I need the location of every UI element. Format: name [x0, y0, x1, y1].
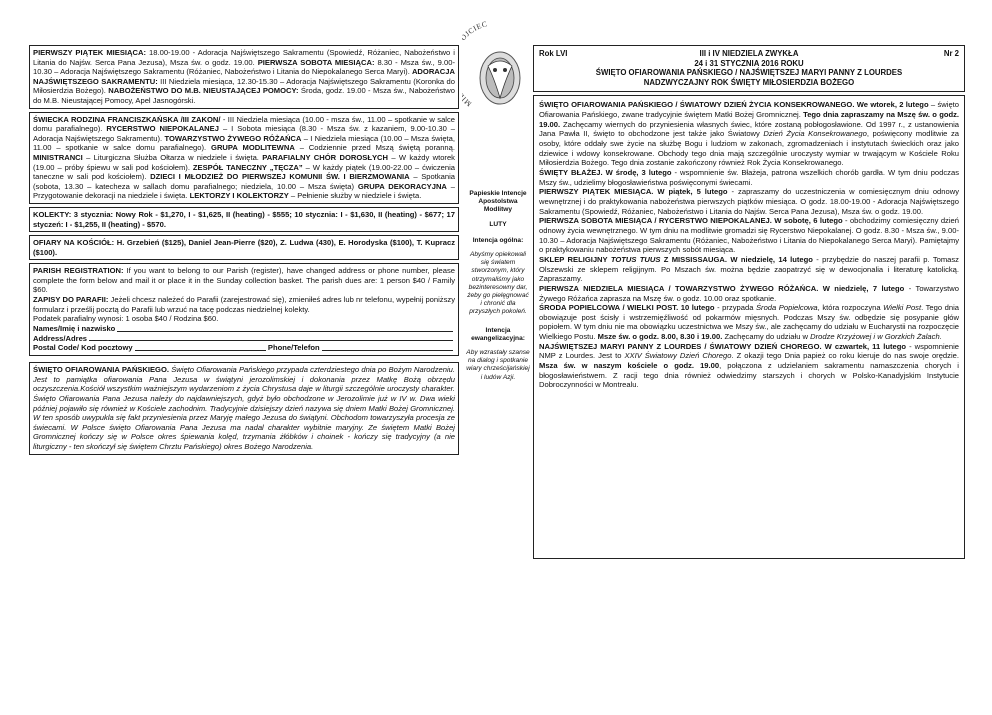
- donations-text: H. Grzebień ($125), Daniel Jean-Pierre ($20), Z. Ludwa (430), E. Horodyska ($100), T. Kupracz ($100).: [33, 238, 455, 257]
- announcement-text: Zachęcamy do udziału w: [722, 332, 811, 342]
- announcement-italic: Dzień Życia Konsekrowanego: [763, 129, 867, 139]
- announcement-lourdes: [539, 342, 959, 390]
- registration-heading: PARISH REGISTRATION:: [33, 266, 124, 276]
- group-text: – Liturgiczna Służba Ołtarza w niedziele i święta.: [82, 152, 263, 162]
- registration-pl-text: Jeżeli chcesz należeć do Parafii (zarejestrować się), zmieniłeś adres lub nr telefonu, wypełnij poniższy formularz i prześlij pocztą do Parafii lub wrzuć na tacę podczas niedzielnej kolekty.: [33, 295, 455, 314]
- postal-phone-field[interactable]: [33, 343, 455, 353]
- announcement-heading: PIERWSZY PIĄTEK MIESIĄCA. W piątek, 5 lutego: [539, 187, 728, 197]
- intentions-title: Papieskie Intencje Apostolstwa Modlitwy: [469, 190, 527, 214]
- announcement-ash-wednesday: [539, 303, 959, 342]
- announcement-text: - obchodzimy comiesięczny dzień odnowy życia wewnętrznego. W tym dniu na modlitwie gromadzi się Rycerstwo Niepokalanej. O godz. 8.30 - Msza św., 9.00-10.30 – Adoracja Najświętszego Sakramentu (Różaniec, Nabożeństwo i Litania do Niepokalanego Serca Maryi). Pamiętajmy o praktykowaniu nabożeństwa pierwszych sobót miesiąca.: [539, 216, 959, 255]
- announcement-bold: Msze św. o godz. 8.00, 8.30 i 19.00.: [597, 332, 723, 342]
- donations-box: [29, 235, 459, 260]
- announcement-text: , która rozpoczyna: [817, 303, 884, 313]
- group-heading: GRUPA MODLITEWNA: [211, 143, 295, 153]
- announcement-heading: PIERWSZA NIEDZIELA MIESIĄCA / TOWARZYSTWO ŻYWEGO RÓŻAŃCA. W niedzielę, 7 lutego: [539, 283, 905, 293]
- donations-heading: OFIARY NA KOŚCIÓŁ:: [33, 238, 115, 248]
- issue-number: Nr 2: [943, 49, 959, 58]
- group-heading: RYCERSTWO NIEPOKALANEJ: [106, 124, 219, 134]
- announcement-text: - Towarzystwo Żywego Różańca zaprasza na Mszę św. o godz. 10.00 oraz spotkanie.: [539, 283, 959, 303]
- collections-box: [29, 207, 459, 232]
- group-text: – Codziennie przed Mszą świętą poranną.: [294, 143, 455, 153]
- prayer-intentions-column: [466, 190, 530, 715]
- announcement-bold: Msza św. w naszym kościele o godz. 19.00: [539, 361, 720, 371]
- announcement-heading: SKLEP RELIGIJNY: [539, 254, 611, 264]
- announcements-box: [533, 95, 965, 559]
- adoration-text: III Niedziela miesiąca, 12.30-15.30 – Adoracja Najświętszego Sakramentu (Koronka do Miłosierdzia Bożego).: [33, 76, 455, 96]
- announcement-italic: Środa Popielcowa: [755, 303, 818, 313]
- monthly-services-box: [29, 45, 459, 109]
- announcement-heading: NAJŚWIĘTSZEJ MARYI PANNY Z LOURDES / ŚWIATOWY DZIEŃ CHOREGO. W czwartek, 11 lutego: [539, 341, 907, 351]
- presentation-text: Święto Ofiarowania Pańskiego przypada czterdziestego dnia po Bożym Narodzeniu. Jest to pamiątka ofiarowania Pana Jezusa w świątyni jerozolimskiej i dokonania przez Matkę Bożą obrzędu oczyszczenia.Kościół wszystkim ważniejszym wydarzeniom z życia Chrystusa daje w liturgii szczególnie uroczysty charakter. Święto Ofiarowania Pana Jezusa należy do najdawniejszych, gdyż było obchodzone w Jerozolimie już w IV w. Dwa wieki później pojawiło się również w Kościele zachodnim. Tradycyjnie dzisiejszy dzień nazywa się dniem Matki Bożej Gromnicznej. W ten sposób uwypukla się fakt przyniesienia przez Maryję małego Jezusa do świątyni. Obchodom towarzyszyła procesja ze świecami. W Polsce święto Ofiarowania Pana Jezusa ma nadal charakter wybitnie maryjny. Ze świętem Matki Bożej Gromnicznej kończy się w Polsce okres śpiewania kolęd, trzymania żłóbków i choinek - kończy się tradycyjny (a nie liturgiczny - ten skończył się świętem Chrztu Pańskiego) okres Bożego Narodzenia.: [33, 365, 456, 451]
- announcement-presentation: [539, 100, 959, 168]
- address-field-label: Address/Adres: [33, 333, 88, 343]
- announcement-heading: ŚRODA POPIELCOWA / WIELKI POST. 10 lutego: [539, 303, 715, 313]
- announcement-italic: XXIV Światowy Dzień Chorego: [624, 351, 732, 361]
- evangelization-text: Aby wzrastały szanse na dialog i spotkanie wiary chrześcijańskiej i ludów Azji.: [466, 349, 530, 381]
- phone-line[interactable]: [322, 343, 453, 351]
- header-line-2: 24 i 31 STYCZNIA 2016 ROKU: [694, 58, 804, 68]
- group-heading: MINISTRANCI: [33, 152, 83, 162]
- general-intention-heading: Intencja ogólna:: [472, 236, 524, 244]
- announcement-text: - zapraszamy do uczestniczenia w comiesięcznym dniu odnowy wewnętrznej i do praktykowania nabożeństwa pierwszych piątków miesiąca. O godz. 18.00-19.00 - Adoracja Najświętszego Sakramentu (Spowiedź, Różaniec, Nabożeństwo i Litania do Najśw. Serca Pana Jezusa), Msza św. o godz. 19.00.: [539, 187, 960, 216]
- announcement-heading: ŚWIĘTY BŁAŻEJ. W środę, 3 lutego: [539, 167, 672, 177]
- novena-text: Środa, godz. 19.00 - Msza św., Nabożeństwo do M.B. Nieustającej Pomocy, Apel Jasnogórski.: [33, 86, 455, 105]
- announcement-text: - wspomnienie NMP z Lourdes. Jest to: [539, 341, 959, 361]
- announcement-text: . Tego dnia obowiązuje post ścisły i wstrzemięźliwość od pokarmów mięsnych. Podczas Mszy św. odbędzie się posypanie głów popiołem. W tym dniu nie ma obowiązku uczestnictwa we Mszy św., ale zachęcamy do udziału w Eucharystii na rozpoczęcie Wielkiego Postu.: [539, 303, 960, 342]
- first-friday-heading: PIERWSZY PIĄTEK MIESIĄCA:: [33, 48, 146, 57]
- announcement-text: Zachęcamy wiernych do przyniesienia własnych świec, które zostaną pobłogosławione. Od 1997 r., z ustanowienia Jana Pawła II, święto to obchodzone jest także jako Światowy: [539, 119, 959, 139]
- logo-arc-text: M JCIEC: [462, 19, 489, 109]
- header-line-4: NADZWYCZAJNY ROK ŚWIĘTY MIŁOSIERDZIA BOŻEGO: [643, 77, 855, 87]
- announcement-bold: Tego dnia zapraszamy na Mszę św. o godz. 19.00.: [539, 110, 960, 129]
- mercy-logo-icon: [462, 8, 534, 183]
- name-field-label: Names/Imię i nazwisko: [33, 323, 116, 333]
- address-field[interactable]: [33, 334, 455, 344]
- group-text: – W każdy wtorek (19.00 – próby śpiewu w sali pod kościołem).: [33, 152, 455, 172]
- postal-code-label: Postal Code/ Kod pocztowy: [33, 343, 133, 353]
- announcement-text: - wspomnienie św. Błażeja, patrona wszelkich chorób gardła. W tym dniu podczas Mszy św., udzielimy błogosławieństwa poświęconymi świecami.: [539, 167, 959, 187]
- group-text: – Przygotowanie dekoracji na niedziele i święta.: [33, 181, 455, 201]
- announcement-heading: PIERWSZA SOBOTA MIESIĄCA / RYCERSTWO NIEPOKALANEJ. W sobotę, 6 lutego: [539, 216, 843, 226]
- adoration-heading: ADORACJA NAJŚWIĘTSZEGO SAKRAMENTU:: [33, 67, 455, 86]
- parish-dues-text: Podatek parafialny wynosi: 1 osoba $40 / Rodzina $60.: [33, 314, 219, 324]
- announcement-text: , poświęcony modlitwie za osoby, które oddały swe życie na służbę Bogu i ludziom w zakonach, zgromadzeniach i instytutach świeckich oraz jako dziewice i wdowy konsekrowane. Obchody tego dnia mają szczególnie uroczysty wymiar w trwającym w Kościele Roku Miłosierdzia Bożego. Tego dnia zostanie zakończony również Rok Życia Konsekrowanego.: [539, 129, 959, 168]
- presentation-article-box: [29, 362, 459, 454]
- name-field[interactable]: [33, 324, 455, 334]
- group-text: – Spotkania (sobota, 13.30 – katecheza w sallach domu parafialnego; niedziela, 10.00 – Msza święta): [33, 172, 455, 191]
- announcement-italic: Drodze Krzyżowej i w Gorzkich Żalach.: [810, 332, 942, 342]
- first-saturday-heading: PIERWSZA SOBOTA MIESIĄCA:: [257, 57, 375, 67]
- mercy-year-logo: [462, 8, 534, 183]
- group-text: – W każdy piątek (19.00-22.00 – ćwiczenia taneczne w sali pod kościołem).: [33, 162, 455, 182]
- announcement-heading-italic: TOTUS TUUS: [610, 254, 661, 264]
- announcement-shop: [539, 255, 959, 284]
- registration-text: If you want to belong to our Parish (register), have changed address or phone number, please complete the form below and mail it or place it in the Sunday collection basket. The parish dues are: 1 person $40 / Family $60.: [33, 266, 455, 295]
- group-heading: TOWARZYSTWO ŻYWEGO RÓŻAŃCA: [164, 133, 302, 143]
- name-field-line[interactable]: [117, 324, 453, 332]
- address-field-line[interactable]: [89, 334, 453, 342]
- general-intention-text: Abyśmy opiekowali się światem stworzonym, który otrzymaliśmy jako bezinteresowny dar, żeby go pielęgnować i chronić dla przyszłych pokoleń.: [467, 251, 529, 316]
- announcement-text: - przypada: [714, 303, 756, 313]
- announcement-text: . Z okazji tego Dnia papież co roku kieruje do nas swoje orędzie.: [731, 351, 959, 361]
- group-heading: ZESPÓŁ TANECZNY „TĘCZA”: [192, 162, 303, 172]
- announcement-text: – święto Ofiarowania Pańskiego, zwane tradycyjnie świętem Matki Bożej Gromnicznej.: [539, 100, 960, 120]
- group-heading: LEKTORZY I KOLEKTORZY: [189, 191, 289, 201]
- announcement-heading: ŚWIĘTO OFIAROWANIA PAŃSKIEGO / ŚWIATOWY DZIEŃ ŻYCIA KONSEKROWANEGO. We wtorek, 2 lutego: [539, 100, 929, 110]
- intentions-month: LUTY: [489, 220, 507, 228]
- announcement-heading: Z MISSISSAUGA. W niedzielę, 14 lutego: [660, 254, 813, 264]
- group-heading: GRUPA DEKORACYJNA: [357, 181, 447, 191]
- first-saturday-text: 8.30 - Msza św., 9.00-10.30 – Adoracja Najświętszego Sakramentu (Różaniec, Nabożeństwo i Litania do Niepokalanego Serca Maryi).: [33, 57, 455, 77]
- group-text: - III Niedziela miesiąca (10.00 - msza św., 11.00 – spotkanie w salce domu parafialnego).: [33, 114, 455, 134]
- announcement-rosary: [539, 284, 959, 303]
- bulletin-header: [533, 45, 965, 92]
- announcement-italic: Wielki Post: [883, 303, 922, 313]
- group-text: – I Niedziela miesiąca (10.00 – Msza święta, 11.00 – spotkanie w salce domu parafialnego).: [33, 133, 455, 153]
- presentation-heading: ŚWIĘTO OFIAROWANIA PAŃSKIEGO.: [33, 365, 169, 375]
- group-text: – Pełnienie służby w niedziele i święta.: [288, 191, 422, 201]
- announcement-text: , połączona z udzielaniem sakramentu namaszczenia chorych i błogosławieństwem. Z racji tego dnia również odwiedzimy starszych i chorych w Polsko-Kanadyjskim Instytucie Dobroczynności w Montrealu.: [539, 361, 959, 390]
- header-line-3: ŚWIĘTO OFIAROWANIA PAŃSKIEGO / NAJŚWIĘTSZEJ MARYI PANNY Z LOURDES: [595, 68, 903, 78]
- registration-pl-heading: ZAPISY DO PARAFII:: [33, 295, 109, 305]
- announcement-text: - przybędzie do naszej parafii p. Tomasz Olszewski ze sklepem religijnym. Po Mszach św. można będzie zaopatrzyć się w dewocjonalia i literaturę katolicką. Zapraszamy.: [539, 254, 959, 284]
- evangelization-heading: Intencja ewangelizacyjna:: [471, 326, 525, 342]
- phone-label: Phone/Telefon: [267, 343, 320, 353]
- right-column: [533, 45, 965, 570]
- parish-groups-box: [29, 112, 459, 204]
- year-label: Rok LVI: [539, 49, 568, 58]
- group-heading: ŚWIECKA RODZINA FRANCISZKAŃSKA /III ZAKON/: [33, 114, 221, 124]
- group-text: – I Sobota miesiąca (8.30 - Msza św. z kazaniem, 9.00-10.30 – Adoracja Najświętszego Sakramentu).: [33, 124, 456, 143]
- novena-heading: NABOŻEŃSTWO DO M.B. NIEUSTAJĄCEJ POMOCY:: [108, 86, 299, 96]
- group-heading: PARAFIALNY CHÓR DOROSŁYCH: [262, 152, 389, 162]
- announcement-blaise: [539, 168, 959, 187]
- first-friday-text: 18.00-19.00 - Adoracja Najświętszego Sakramentu (Spowiedź, Różaniec, Nabożeństwo i Litania do Najśw. Serca Pana Jezusa), Msza św. o godz. 19.00.: [33, 48, 455, 67]
- postal-code-line[interactable]: [135, 343, 266, 351]
- header-line-1: III i IV NIEDZIELA ZWYKŁA: [699, 49, 799, 58]
- group-heading: DZIECI I MŁODZIEŻ DO PIERWSZEJ KOMUNII ŚW. I BIERZMOWANIA: [150, 172, 410, 182]
- collections-text: KOLEKTY: 3 stycznia: Nowy Rok - $1,270, I - $1,625, II (heating) - $555; 10 stycznia: I - $1,630, II (heating) - $677; 17 styczeń: I - $1,255, II (heating) - $570.: [33, 209, 455, 229]
- left-column: [29, 45, 459, 570]
- registration-box: [29, 263, 459, 356]
- announcement-first-friday: [539, 187, 959, 216]
- announcement-first-saturday: [539, 216, 959, 255]
